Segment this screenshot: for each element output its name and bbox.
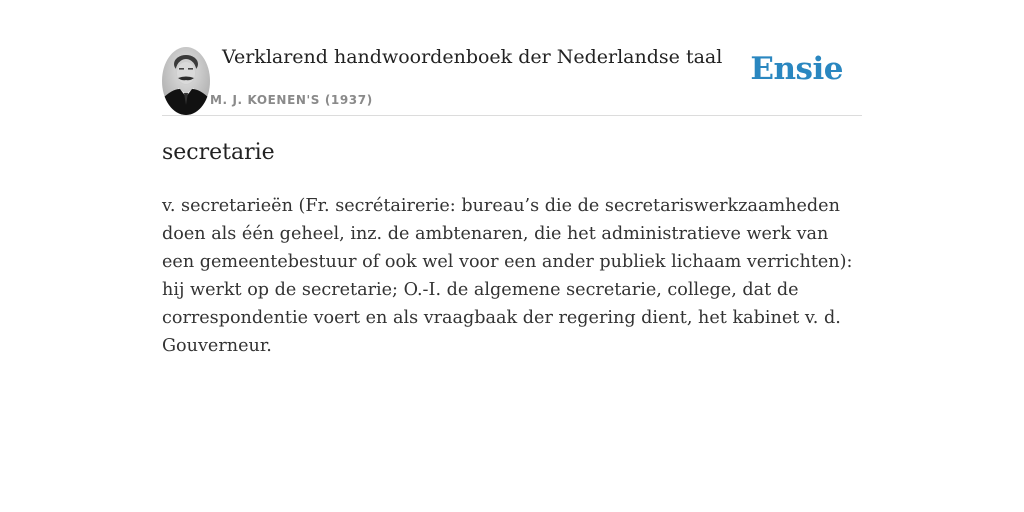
header [162, 46, 862, 116]
dictionary-title: Verklarend handwoordenboek der Nederlandse taal [222, 46, 723, 68]
entry-definition: v. secretarieën (Fr. secrétairerie: bureau’s die de secretariswerkzaamheden doen als één geheel, inz. de ambtenaren, die het administratieve werk van een gemeentebestuur of ook wel voor een ander publiek lichaam verrichten): hij werkt op de secretarie; O.-I. de algemene secretarie, college, dat de correspondentie voert en als vraagbaak der regering dient, het kabinet v. d. Gouverneur. [162, 196, 853, 356]
ensie-logo-link[interactable]: Ensie [750, 51, 843, 87]
entry-headword: secretarie [162, 140, 275, 165]
author-portrait-icon [162, 47, 210, 115]
dictionary-subtitle: M. J. KOENEN'S (1937) [210, 93, 373, 107]
